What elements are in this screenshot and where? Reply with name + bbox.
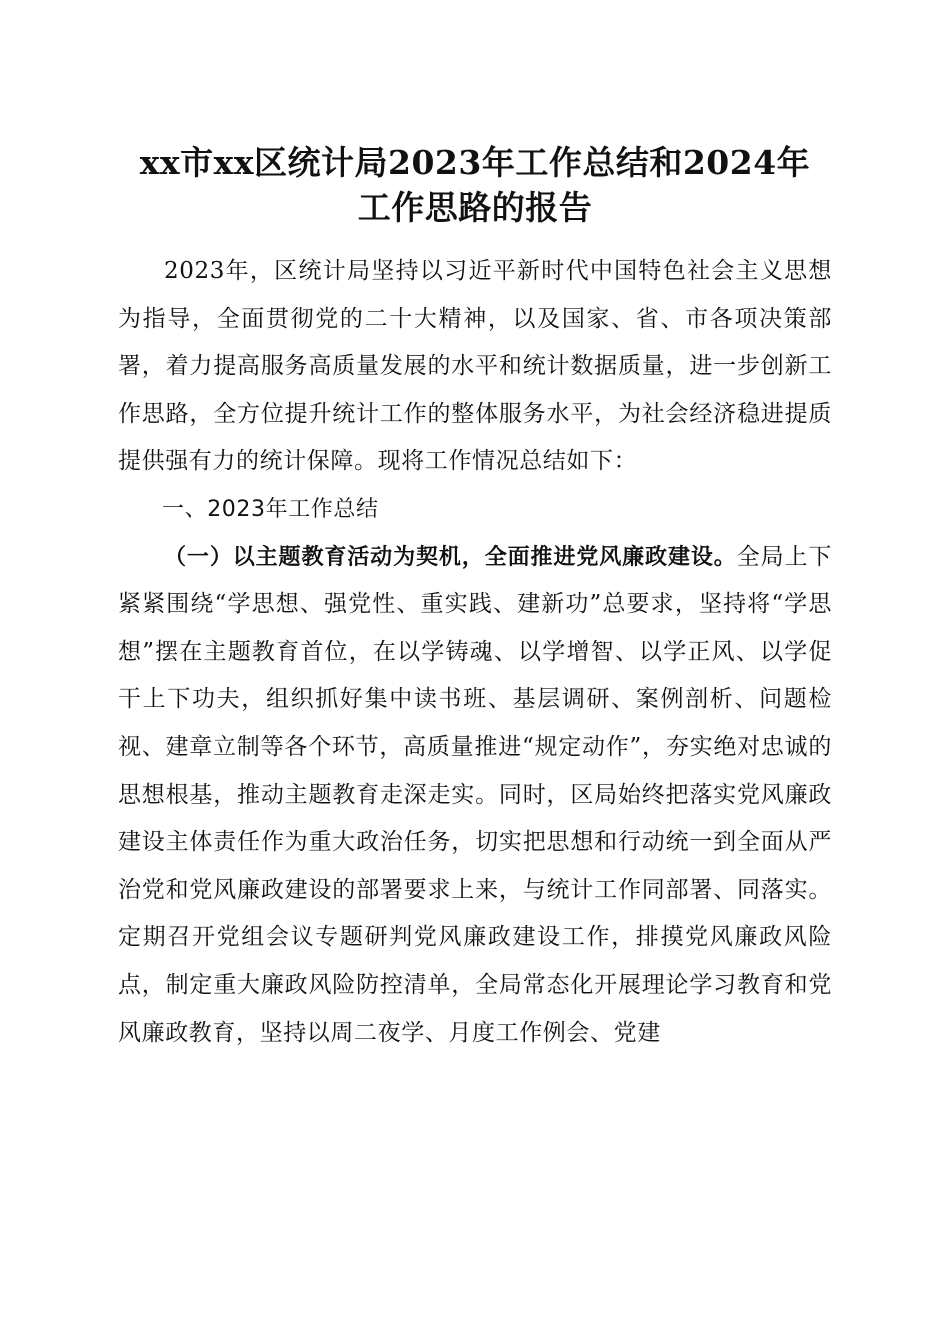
subsection1-paragraph	[118, 534, 832, 1058]
subsection1-heading: （一）以主题教育活动为契机，全面推进党风廉政建设。	[164, 544, 737, 570]
subsection1-body: 全局上下紧紧围绕“学思想、强党性、重实践、建新功”总要求，坚持将“学思想”摆在主题教育首位，在以学铸魂、以学增智、以学正风、以学促干上下功夫，组织抓好集中读书班、基层调研、案例剖析、问题检视、建章立制等各个环节，高质量推进“规定动作”，夯实绝对忠诚的思想根基，推动主题教育走深走实。同时，区局始终把落实党风廉政建设主体责任作为重大政治任务，切实把思想和行动统一到全面从严治党和党风廉政建设的部署要求上来，与统计工作同部署、同落实。定期召开党组会议专题研判党风廉政建设工作，排摸党风廉政风险点，制定重大廉政风险防控清单，全局常态化开展理论学习教育和党风廉政教育，坚持以周二夜学、月度工作例会、党建	[118, 543, 832, 1046]
intro-paragraph: 2023年，区统计局坚持以习近平新时代中国特色社会主义思想为指导，全面贯彻党的二十大精神，以及国家、省、市各项决策部署，着力提高服务高质量发展的水平和统计数据质量，进一步创新工作思路，全方位提升统计工作的整体服务水平，为社会经济稳进提质提供强有力的统计保障。现将工作情况总结如下：	[118, 258, 832, 475]
document-body	[118, 248, 832, 1057]
document-title-line1: xx市xx区统计局2023年工作总结和2024年	[139, 143, 811, 182]
document-title-line2: 工作思路的报告	[357, 188, 593, 227]
section1-heading: 一、2023年工作总结	[162, 496, 379, 522]
